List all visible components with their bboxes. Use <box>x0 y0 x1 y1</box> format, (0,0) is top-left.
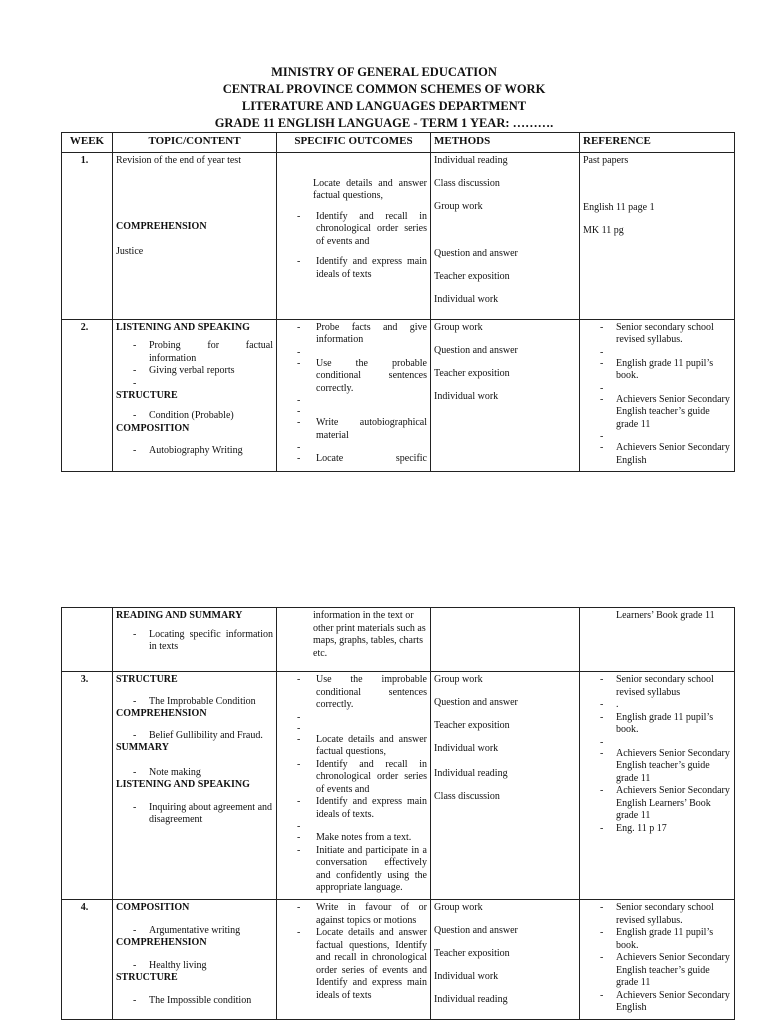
methods-cell <box>431 152 580 319</box>
outcome-item: - Identify and express main ideals of texts. <box>280 796 427 821</box>
reference-item: - Achievers Senior Secondary English <box>583 990 731 1015</box>
topic-item: - Healthy living <box>116 960 273 973</box>
week-cell: 2. <box>62 319 113 471</box>
method-item: Teacher exposition <box>434 720 510 731</box>
method-item: Question and answer <box>434 247 518 259</box>
method-item: Question and answer <box>434 697 518 708</box>
reference-item: - Eng. 11 p 17 <box>583 823 731 836</box>
outcome-item: - Locate details and answer factual questions, <box>280 734 427 759</box>
reference-item <box>583 431 731 442</box>
topic-heading: STRUCTURE <box>116 389 178 401</box>
method-item: Class discussion <box>434 177 500 189</box>
topic-cell <box>113 608 277 672</box>
reference-item: - Senior secondary school revised syllabus. <box>583 322 731 347</box>
method-item: Group work <box>434 902 483 913</box>
outcome-item: information in the text or other print materials such as maps, graphs, tables, charts etc. <box>313 610 426 659</box>
col-methods: METHODS <box>431 133 580 153</box>
outcome-item: Locate details and answer factual questions, <box>313 177 427 201</box>
reference-cell <box>580 900 735 1020</box>
method-item: Group work <box>434 321 483 333</box>
outcomes-cell <box>277 152 431 319</box>
outcome-item <box>280 723 427 734</box>
outcome-item <box>280 442 427 453</box>
scheme-table-page1 <box>61 132 735 472</box>
reference-item: - English grade 11 pupil’s book. <box>583 358 731 383</box>
reference-item <box>583 383 731 394</box>
reference-item: Past papers <box>583 154 629 166</box>
outcome-item <box>280 347 427 358</box>
topic-heading: COMPOSITION <box>116 902 190 913</box>
method-item: Teacher exposition <box>434 948 510 959</box>
province-title: CENTRAL PROVINCE COMMON SCHEMES OF WORK <box>222 82 546 96</box>
outcome-item: - Use the probable conditional sentences correctly. <box>280 358 427 396</box>
method-item: Individual work <box>434 971 499 982</box>
topic-item: - Condition (Probable) <box>116 410 273 423</box>
topic-heading: READING AND SUMMARY <box>116 610 243 621</box>
outcomes-cell <box>277 608 431 672</box>
outcomes-cell <box>277 672 431 900</box>
topic-item: - Argumentative writing <box>116 925 273 938</box>
reference-item: - Senior secondary school revised syllabus. <box>583 902 731 927</box>
topic-item: - The Improbable Condition <box>116 696 273 709</box>
department-title: LITERATURE AND LANGUAGES DEPARTMENT <box>241 99 527 113</box>
reference-item: - Senior secondary school revised syllabus <box>583 674 731 699</box>
reference-item: MK 11 pg <box>583 224 624 236</box>
outcome-item: - Locate specific <box>280 453 427 466</box>
col-outcomes: SPECIFIC OUTCOMES <box>277 133 431 153</box>
topic-item: - Autobiography Writing <box>116 445 273 458</box>
topic-heading: STRUCTURE <box>116 674 178 685</box>
method-item: Individual work <box>434 743 499 754</box>
reference-item: - Achievers Senior Secondary English teacher’s guide grade 11 <box>583 394 731 432</box>
reference-cell <box>580 672 735 900</box>
method-item: Question and answer <box>434 344 518 356</box>
method-item: Teacher exposition <box>434 270 510 282</box>
method-item: Individual work <box>434 390 499 402</box>
topic-cell <box>113 900 277 1020</box>
topic-heading: COMPREHENSION <box>116 937 207 948</box>
outcome-item <box>280 821 427 832</box>
reference-item <box>583 347 731 358</box>
outcome-item: - Make notes from a text. <box>280 832 427 845</box>
reference-item: - Achievers Senior Secondary English <box>583 442 731 467</box>
week-cell: 4. <box>62 900 113 1020</box>
topic-heading: COMPREHENSION <box>116 708 207 719</box>
outcome-item: - Probe facts and give information <box>280 322 427 347</box>
reference-item: - Achievers Senior Secondary English teacher’s guide grade 11 <box>583 952 731 990</box>
topic-item: - Giving verbal reports <box>116 365 273 378</box>
table-row <box>62 319 735 471</box>
method-item: Class discussion <box>434 791 500 802</box>
reference-item: - Achievers Senior Secondary English teacher’s guide grade 11 <box>583 748 731 786</box>
reference-item: English 11 page 1 <box>583 202 655 213</box>
outcome-item: - Write autobiographical material <box>280 417 427 442</box>
methods-cell <box>431 672 580 900</box>
topic-heading: SUMMARY <box>116 742 169 753</box>
col-reference: REFERENCE <box>580 133 735 153</box>
outcome-item <box>280 406 427 417</box>
outcome-item: - Identify and recall in chronological order series of events and <box>280 211 427 249</box>
topic-text: Justice <box>116 245 144 257</box>
topic-item: - Inquiring about agreement and disagreement <box>116 802 273 827</box>
reference-cell <box>580 319 735 471</box>
week-cell: 1. <box>62 152 113 319</box>
week-cell <box>62 608 113 672</box>
scheme-table-page2 <box>61 607 735 1020</box>
outcome-item: - Identify and recall in chronological order series of events and <box>280 759 427 797</box>
table-row <box>62 672 735 900</box>
topic-item: - Belief Gullibility and Fraud. <box>116 730 273 743</box>
topic-cell <box>113 152 277 319</box>
week-cell: 3. <box>62 672 113 900</box>
reference-item: - . <box>583 699 731 712</box>
method-item: Question and answer <box>434 925 518 936</box>
methods-cell <box>431 900 580 1020</box>
outcomes-cell <box>277 319 431 471</box>
grade-term-title: GRADE 11 ENGLISH LANGUAGE - TERM 1 YEAR: ………. <box>214 116 554 130</box>
ministry-title: MINISTRY OF GENERAL EDUCATION <box>271 65 497 79</box>
method-item: Group work <box>434 200 483 212</box>
col-week: WEEK <box>62 133 113 153</box>
table-row <box>62 608 735 672</box>
topic-heading: LISTENING AND SPEAKING <box>116 321 250 333</box>
col-topic: TOPIC/CONTENT <box>113 133 277 153</box>
outcome-item: - Write in favour of or against topics or motions <box>280 902 427 927</box>
topic-item: - Probing for factual information <box>116 340 273 365</box>
topic-heading: COMPOSITION <box>116 422 190 434</box>
reference-item <box>583 737 731 748</box>
outcome-item <box>280 712 427 723</box>
topic-cell <box>113 672 277 900</box>
method-item: Group work <box>434 674 483 685</box>
topic-heading: LISTENING AND SPEAKING <box>116 779 250 790</box>
methods-cell <box>431 319 580 471</box>
outcome-item: - Initiate and participate in a conversation effectively and confidently using the appropriate language. <box>280 845 427 895</box>
reference-item: Learners’ Book grade 11 <box>616 610 715 621</box>
topic-item: - Note making <box>116 767 273 780</box>
document-header <box>0 64 768 132</box>
reference-cell <box>580 152 735 319</box>
reference-item: - English grade 11 pupil’s book. <box>583 927 731 952</box>
table-header-row <box>62 133 735 153</box>
method-item: Individual work <box>434 293 499 305</box>
outcome-item: - Use the improbable conditional sentences correctly. <box>280 674 427 712</box>
topic-item <box>116 378 273 390</box>
method-item: Individual reading <box>434 154 508 166</box>
topic-item: - Locating specific information in texts <box>116 629 273 654</box>
reference-cell <box>580 608 735 672</box>
topic-text: Revision of the end of year test <box>116 154 241 166</box>
method-item: Individual reading <box>434 768 508 779</box>
reference-item: - English grade 11 pupil’s book. <box>583 712 731 737</box>
table-row <box>62 900 735 1020</box>
method-item: Individual reading <box>434 994 508 1005</box>
table-row <box>62 152 735 319</box>
topic-cell <box>113 319 277 471</box>
outcomes-cell <box>277 900 431 1020</box>
reference-item: - Achievers Senior Secondary English Learners’ Book grade 11 <box>583 785 731 823</box>
outcome-item: - Locate details and answer factual questions, Identify and recall in chronological order series of events and Identify and express main ideals of texts <box>280 927 427 1002</box>
methods-cell <box>431 608 580 672</box>
method-item: Teacher exposition <box>434 367 510 379</box>
outcome-item: - Identify and express main ideals of texts <box>280 256 427 281</box>
outcome-item <box>280 395 427 406</box>
topic-item: - The Impossible condition <box>116 995 273 1008</box>
topic-heading: COMPREHENSION <box>116 221 207 232</box>
topic-heading: STRUCTURE <box>116 972 178 983</box>
